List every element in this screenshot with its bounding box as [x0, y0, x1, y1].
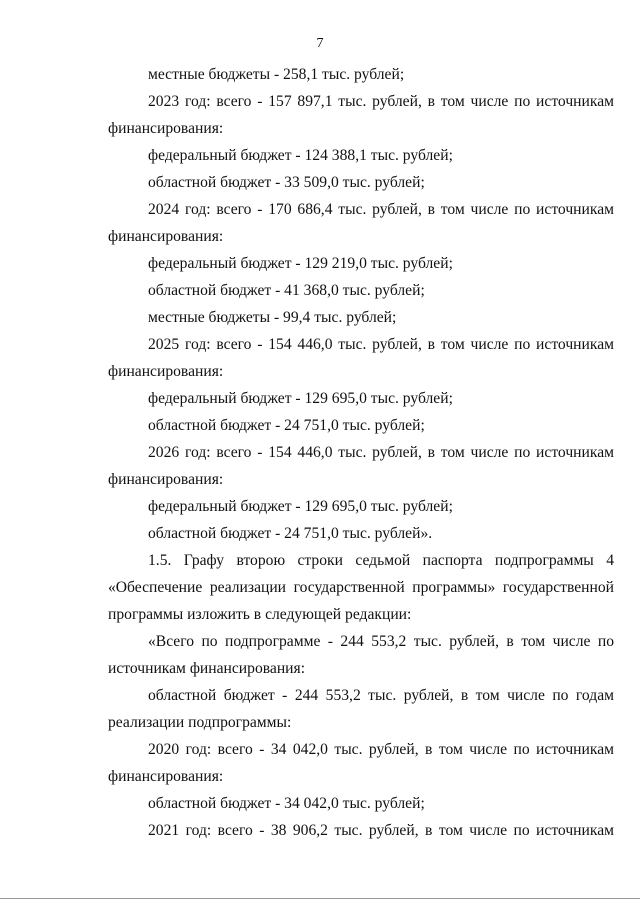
text-line: финансирования:	[108, 768, 224, 785]
text-line: 2025 год: всего - 154 446,0 тыс. рублей, в том числе по источникам	[148, 336, 614, 353]
text-line: 2020 год: всего - 34 042,0 тыс. рублей, в том числе по источникам	[148, 741, 614, 758]
text-line: финансирования:	[108, 363, 224, 380]
text-line: 2026 год: всего - 154 446,0 тыс. рублей, в том числе по источникам	[148, 444, 614, 461]
text-line: областной бюджет - 24 751,0 тыс. рублей;	[148, 417, 425, 434]
text-line: областной бюджет - 244 553,2 тыс. рублей, в том числе по годам	[148, 687, 614, 704]
text-line: реализации подпрограммы:	[108, 714, 292, 731]
text-line: 2024 год: всего - 170 686,4 тыс. рублей, в том числе по источникам	[148, 201, 614, 218]
text-line: областной бюджет - 24 751,0 тыс. рублей».	[148, 525, 433, 542]
page-bottom-edge	[0, 898, 640, 899]
text-line: областной бюджет - 33 509,0 тыс. рублей;	[148, 174, 425, 191]
text-line: местные бюджеты - 99,4 тыс. рублей;	[148, 309, 397, 326]
text-line: местные бюджеты - 258,1 тыс. рублей;	[148, 66, 405, 83]
text-line: финансирования:	[108, 120, 224, 137]
text-line: федеральный бюджет - 124 388,1 тыс. рублей;	[148, 147, 453, 164]
text-line: федеральный бюджет - 129 695,0 тыс. рублей;	[148, 498, 453, 515]
text-line: областной бюджет - 41 368,0 тыс. рублей;	[148, 282, 425, 299]
text-line: финансирования:	[108, 228, 224, 245]
text-line: 2021 год: всего - 38 906,2 тыс. рублей, в том числе по источникам	[148, 822, 614, 839]
text-line: программы изложить в следующей редакции:	[108, 606, 412, 623]
page-number: 7	[316, 36, 324, 51]
text-line: источникам финансирования:	[108, 660, 306, 677]
text-line: областной бюджет - 34 042,0 тыс. рублей;	[148, 795, 425, 812]
text-line: «Обеспечение реализации государственной программы» государственной	[108, 579, 614, 596]
text-line: «Всего по подпрограмме - 244 553,2 тыс. рублей, в том числе по	[148, 633, 614, 650]
text-line: 2023 год: всего - 157 897,1 тыс. рублей, в том числе по источникам	[148, 93, 614, 110]
text-line: федеральный бюджет - 129 695,0 тыс. рублей;	[148, 390, 453, 407]
text-line: финансирования:	[108, 471, 224, 488]
text-line: федеральный бюджет - 129 219,0 тыс. рублей;	[148, 255, 453, 272]
text-line: 1.5. Графу второю строки седьмой паспорта подпрограммы 4	[148, 552, 614, 569]
